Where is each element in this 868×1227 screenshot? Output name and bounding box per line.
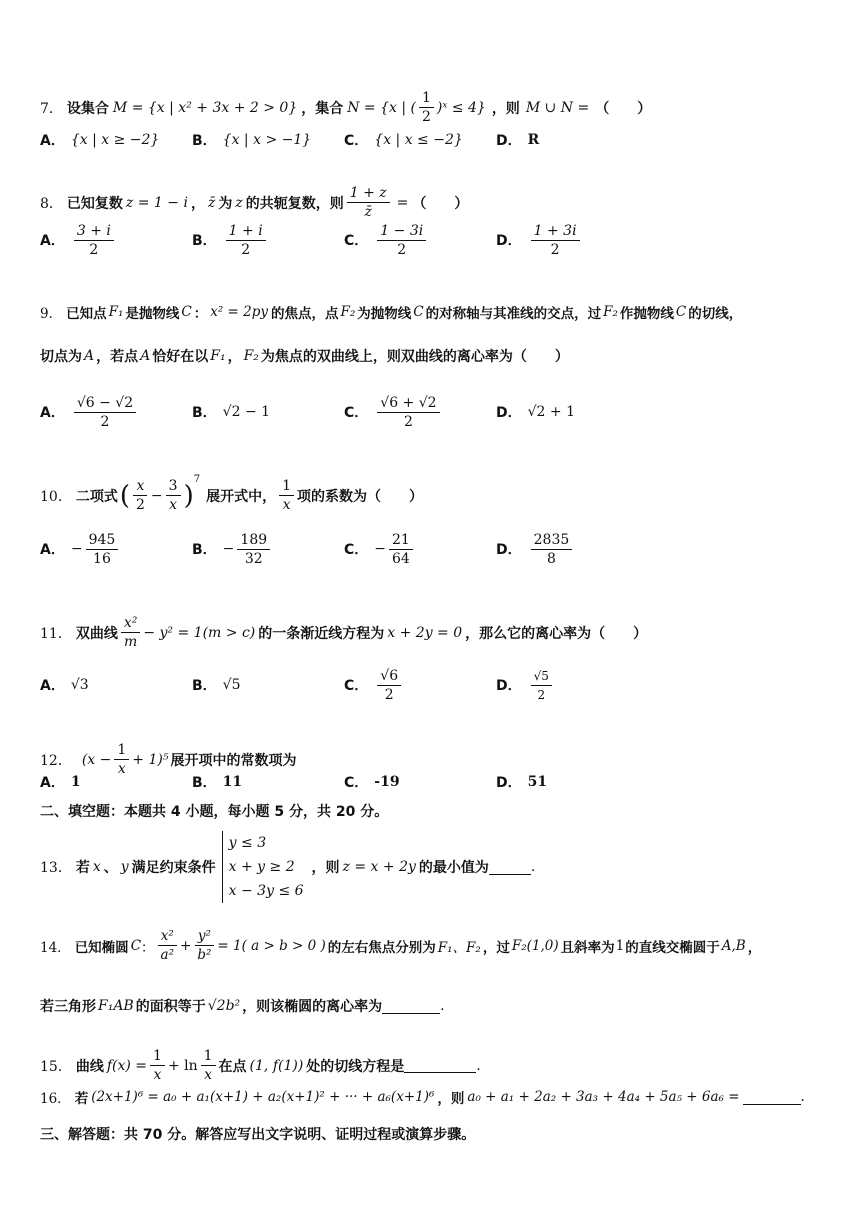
- option-d[interactable]: D． $\frac{1 + 3i}{2}$: [496, 223, 583, 258]
- option-c[interactable]: C． $\frac{1 - 3i}{2}$: [344, 223, 429, 258]
- option-c[interactable]: C． − $\frac{21}{64}$: [344, 532, 416, 567]
- option-a[interactable]: A． − $\frac{945}{16}$: [40, 532, 121, 567]
- question-14-line2: 若三角形 F₁AB 的面积等于 √2b² ，则该椭圆的离心率为 .: [40, 998, 445, 1015]
- fraction: $\frac{1}{x}$: [114, 742, 129, 777]
- option-b[interactable]: B． 11: [192, 774, 243, 791]
- option-d[interactable]: D． $\frac{√5}{2}$: [496, 668, 555, 703]
- option-d[interactable]: D． √2 + 1: [496, 404, 575, 421]
- option-b[interactable]: B． $\frac{1 + i}{2}$: [192, 223, 269, 258]
- option-a[interactable]: A． 1: [40, 774, 81, 791]
- question-13: 13． 若 x 、 y 满足约束条件 y ≤ 3 x + y ≥ 2 x − 3y ≤ 6 ，则 z = x + 2y 的最小值为 .: [40, 831, 535, 903]
- question-16: 16． 若 (2x+1)⁶ = a₀ + a₁(x+1) + a₂(x+1)² + ··· + a₆(x+1)⁶ ，则 a₀ + a₁ + 2a₂ + 3a₃ + 4a₄ + 5a₅ + 6a₆ = .: [40, 1089, 805, 1107]
- fraction: $\frac{3}{x}$: [166, 478, 181, 513]
- section-solve: 三、解答题：共 70 分。解答应写出文字说明、证明过程或演算步骤。: [40, 1127, 476, 1143]
- fraction: $\frac{\text{x²}}{\text{a²}}$: [158, 928, 177, 963]
- answer-blank[interactable]: [489, 860, 531, 875]
- option-a[interactable]: A． {x | x ≥ −2}: [40, 132, 160, 149]
- answer-blank[interactable]: [382, 999, 440, 1014]
- question-9-line2: 切点为 A ，若点 A 恰好在以 F₁ ， F₂ 为焦点的双曲线上，则双曲线的离心率为（ ）: [40, 348, 569, 365]
- fraction: $\frac{1}{x}$: [279, 478, 294, 513]
- answer-blank[interactable]: [743, 1090, 801, 1105]
- constraint-system: y ≤ 3 x + y ≥ 2 x − 3y ≤ 6: [222, 831, 304, 903]
- option-c[interactable]: C． $\frac{√6 + √2}{2}$: [344, 395, 443, 430]
- option-a[interactable]: A． $\frac{√6 - √2}{2}$: [40, 395, 139, 430]
- question-11: 11． 双曲线 $\frac{\text{x²}}{m}$ − y² = 1(m > c) 的一条渐近线方程为 x + 2y = 0 ，那么它的离心率为（ ）: [40, 615, 648, 650]
- option-d[interactable]: D． 51: [496, 774, 548, 791]
- section-fill-in: 二、填空题：本题共 4 小题，每小题 5 分，共 20 分。: [40, 804, 389, 820]
- question-10: 10． 二项式 ( $\frac{x}{2}$ − $\frac{3}{x}$ ) 7 展开式中， $\frac{1}{x}$ 项的系数为（ ）: [40, 474, 424, 513]
- question-12: 12． (x − $\frac{1}{x}$ + 1)⁵ 展开项中的常数项为: [40, 742, 297, 777]
- fraction: $\frac{\text{y²}}{\text{b²}}$: [194, 928, 214, 963]
- option-c[interactable]: C． $\frac{√6}{2}$: [344, 668, 404, 703]
- question-8: 8． 已知复数 z = 1 − i ， z̄ 为 z 的共轭复数，则 $\frac{1 + z}{z̄}$ = （ ）: [40, 185, 469, 220]
- option-b[interactable]: B． √5: [192, 677, 241, 694]
- question-7: 7． 设集合 M = {x | x² + 3x + 2 > 0} ，集合 N = {x | ( $\frac{1}{2}$ )ˣ ≤ 4} ，则 M ∪ N = （ ）: [40, 90, 652, 125]
- option-d[interactable]: D． R: [496, 132, 540, 149]
- option-c[interactable]: C． -19: [344, 774, 400, 791]
- option-c[interactable]: C． {x | x ≤ −2}: [344, 132, 463, 149]
- fraction: $\frac{1 + z}{z̄}$: [347, 185, 390, 220]
- option-b[interactable]: B． √2 − 1: [192, 404, 271, 421]
- fraction: $\frac{\text{x²}}{m}$: [121, 615, 141, 650]
- fraction: $\frac{x}{2}$: [133, 478, 148, 513]
- question-9-line1: 9． 已知点 F₁ 是抛物线 C ： x² = 2py 的焦点，点 F₂ 为抛物线 C 的对称轴与其准线的交点，过 F₂ 作抛物线 C 的切线，: [40, 304, 743, 322]
- option-a[interactable]: A． √3: [40, 677, 89, 694]
- option-a[interactable]: A． $\frac{3 + i}{2}$: [40, 223, 117, 258]
- option-b[interactable]: B． {x | x > −1}: [192, 132, 312, 149]
- answer-blank[interactable]: [404, 1058, 476, 1073]
- option-b[interactable]: B． − $\frac{189}{32}$: [192, 532, 273, 567]
- fraction: $\frac{1}{2}$: [419, 90, 434, 125]
- question-15: 15． 曲线 f(x) = $\frac{1}{x}$ + ln $\frac{1}{x}$ 在点 (1, f(1)) 处的切线方程是 .: [40, 1048, 481, 1083]
- option-d[interactable]: D． $\frac{2835}{8}$: [496, 532, 575, 567]
- fraction: $\frac{1}{x}$: [150, 1048, 165, 1083]
- question-14-line1: 14． 已知椭圆 C ： $\frac{\text{x²}}{\text{a²}}$ + $\frac{\text{y²}}{\text{b²}}$ = 1( a > b > 0 ) 的左右焦点分别为 F₁、F₂ ，过 F₂(1,0) 且斜率为 1 的直线交椭圆于 A,B ，: [40, 928, 762, 963]
- fraction: $\frac{1}{x}$: [201, 1048, 216, 1083]
